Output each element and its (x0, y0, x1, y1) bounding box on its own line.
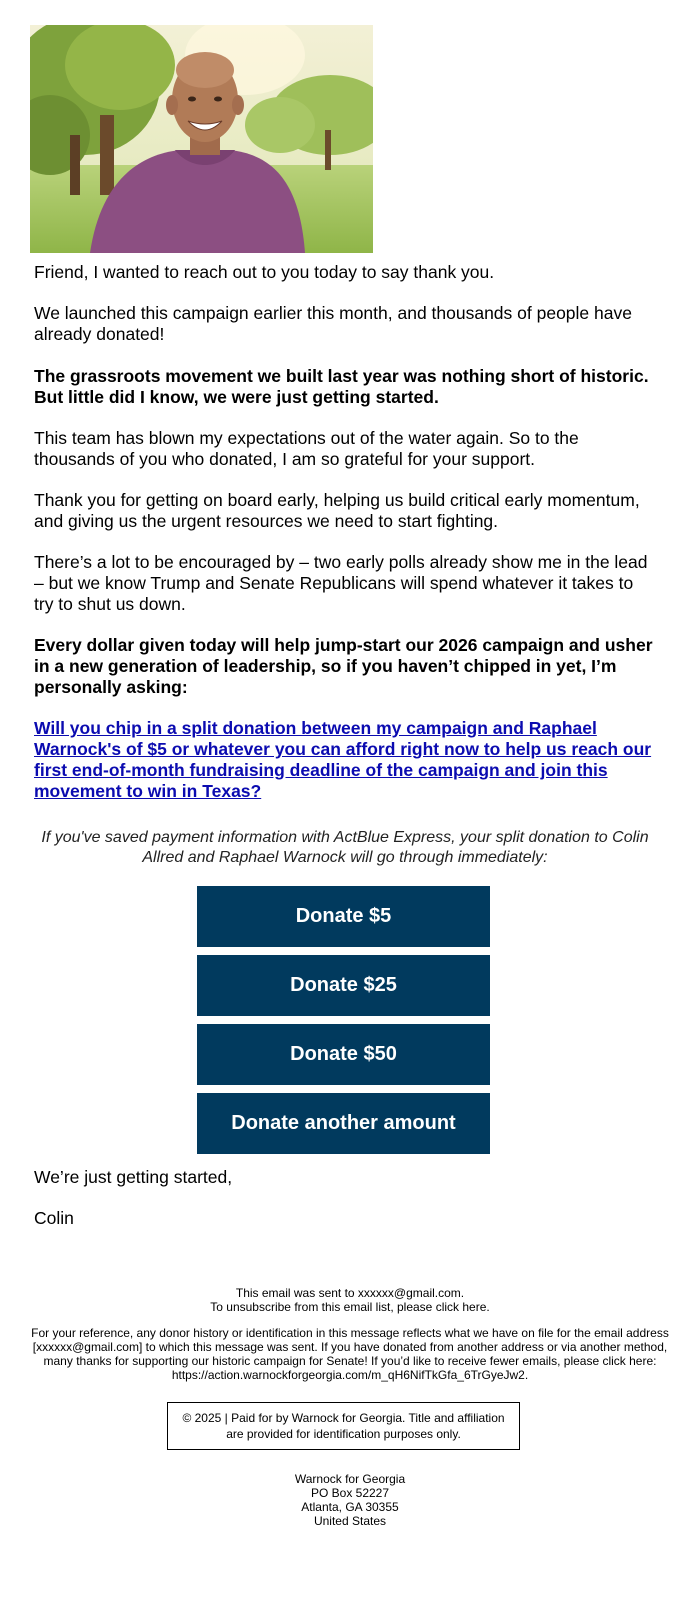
signoff-text: We’re just getting started, (34, 1167, 233, 1187)
footer-sent-to (20, 1286, 680, 1314)
unsubscribe-link[interactable]: To unsubscribe from this email list, please click here. (210, 1300, 490, 1314)
address-org: Warnock for Georgia (294, 1472, 406, 1486)
donate-50-button[interactable]: Donate $50 (197, 1024, 490, 1085)
expectations-text: This team has blown my expectations out of the water again. So to the thousands of you who donated, I am so grateful for your support. (34, 428, 579, 469)
split-donation-link[interactable]: Will you chip in a split donation between my campaign and Raphael Warnock's of $5 or whatever you can afford right now to help us reach our first end-of-month fundraising deadline of the campaign and join this movement to win in Texas? (34, 718, 652, 801)
greeting-text: Friend, I wanted to reach out to you today to say thank you. (34, 262, 495, 282)
paid-for-text: © 2025 | Paid for by Warnock for Georgia. Title and affiliation are provided for identification purposes only. (182, 1411, 505, 1441)
ask-text: Every dollar given today will help jump-start our 2026 campaign and usher in a new generation of leadership, so if you haven’t chipped in yet, I’m personally asking: (34, 635, 653, 697)
launch-text: We launched this campaign earlier this month, and thousands of people have already donated! (34, 303, 632, 344)
address-city: Atlanta, GA 30355 (301, 1500, 399, 1514)
sent-to-text: This email was sent to xxxxxx@gmail.com. (235, 1286, 465, 1300)
expectations-paragraph (34, 428, 656, 470)
actblue-express-note: If you've saved payment information with ActBlue Express, your split donation to Colin Allred and Raphael Warnock will go through immediately: (41, 829, 649, 866)
launch-paragraph (34, 303, 656, 345)
mailing-address (20, 1472, 680, 1528)
greeting-paragraph (34, 262, 656, 283)
hero-photo (30, 25, 373, 253)
polls-text: There’s a lot to be encouraged by – two early polls already show me in the lead – but we know Trump and Senate Republicans will spend whatever it takes to try to shut us down. (34, 552, 648, 614)
signature-paragraph (34, 1208, 656, 1229)
polls-paragraph (34, 552, 656, 615)
thank-you-text: Thank you for getting on board early, helping us build critical early momentum, and giving us the urgent resources we need to start fighting. (34, 490, 640, 531)
thank-you-paragraph (34, 490, 656, 532)
address-box: PO Box 52227 (310, 1486, 390, 1500)
signature-text: Colin (34, 1208, 74, 1228)
paid-for-disclaimer (167, 1402, 520, 1450)
footer-reference: For your reference, any donor history or identification in this message reflects what we have on file for the email address [xxxxxx@gmail.com] to which this message was sent. If you have donated from another address or via another method, many thanks for supporting our historic campaign for Senate! If you’d like to receive fewer emails, please click here: https://action.warnockforgeorgia.com/m_qH6NifTkGfa_6TrGyeJw2. (31, 1326, 669, 1382)
donate-5-button[interactable]: Donate $5 (197, 886, 490, 947)
donation-link-paragraph (34, 718, 656, 802)
grassroots-paragraph (34, 366, 656, 408)
donate-other-amount-button[interactable]: Donate another amount (197, 1093, 490, 1154)
grassroots-text: The grassroots movement we built last year was nothing short of historic. But little did I know, we were just getting started. (34, 366, 649, 407)
signoff-paragraph (34, 1167, 656, 1188)
address-country: United States (313, 1514, 387, 1528)
ask-paragraph (34, 635, 656, 698)
donate-25-button[interactable]: Donate $25 (197, 955, 490, 1016)
